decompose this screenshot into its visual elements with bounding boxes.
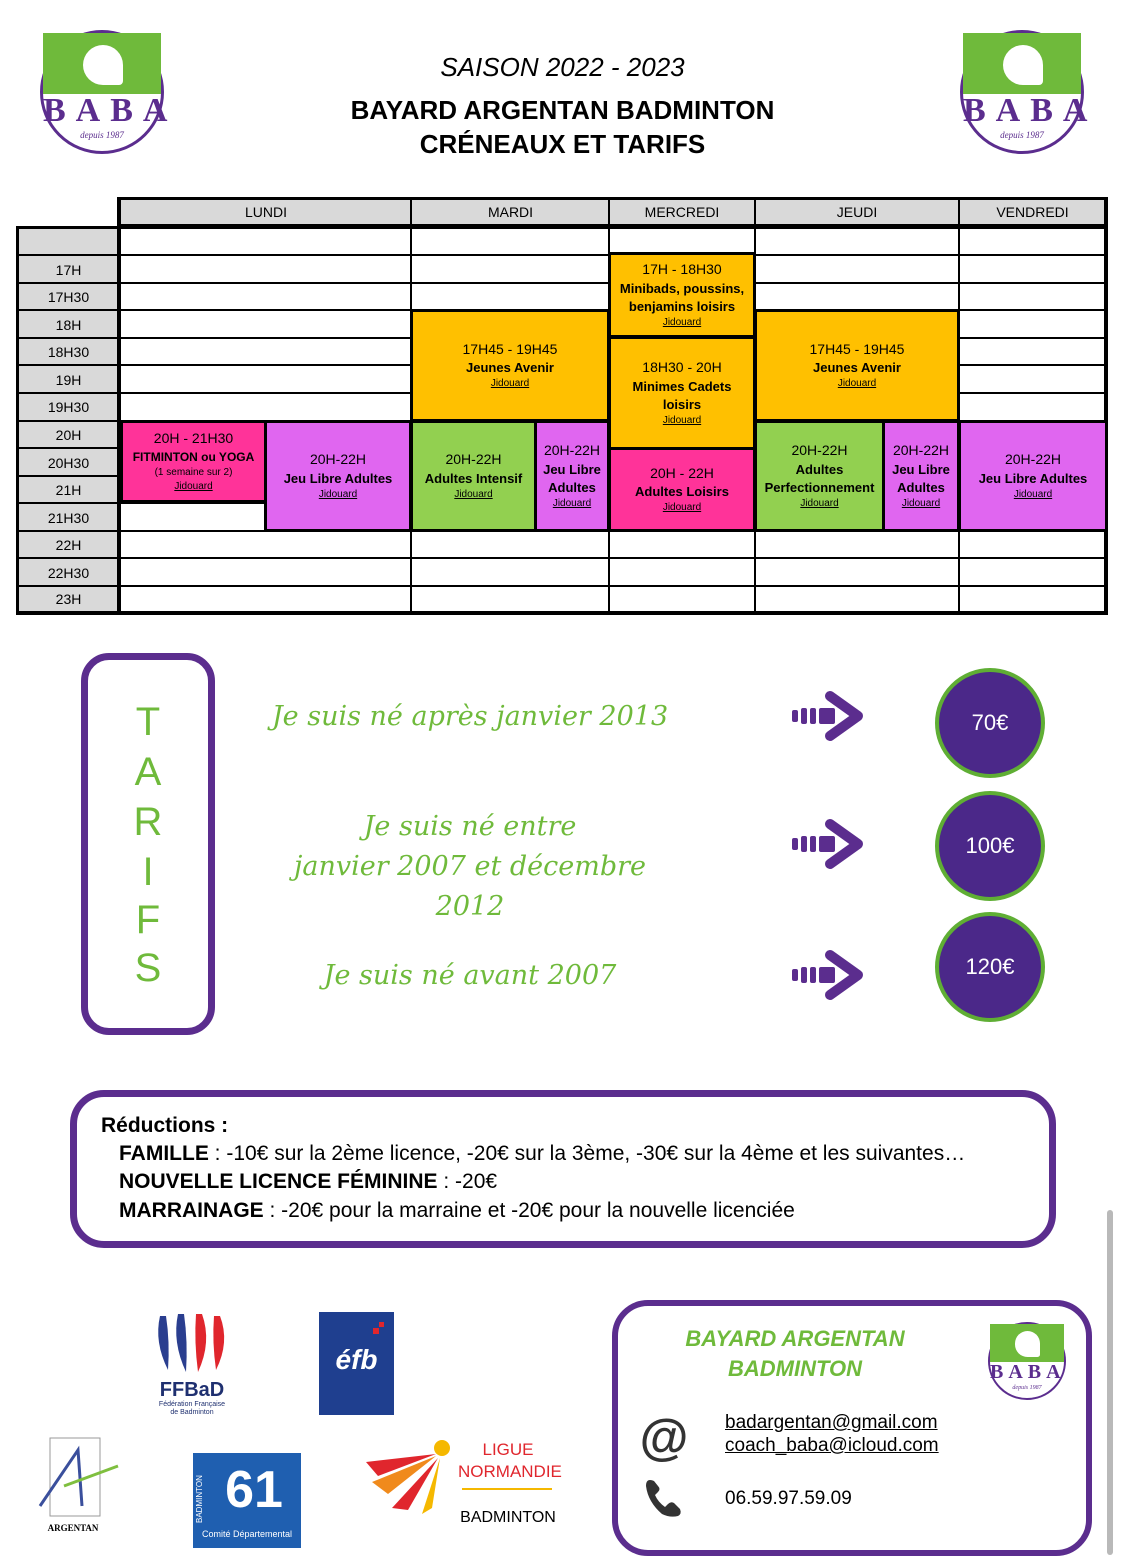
slot-lundi-jeu-libre: [264, 420, 412, 532]
slot-name: Jeu Libre: [543, 461, 601, 477]
time-label: 23H: [20, 587, 117, 611]
slot-vendredi-jeu-libre: [958, 420, 1108, 532]
season-title: SAISON 2022 - 2023: [440, 52, 685, 82]
tarifs-letter: R: [133, 800, 163, 844]
slot-coach: Jidouard: [800, 497, 839, 509]
slot-time: 20H-22H: [1004, 451, 1062, 468]
club-title: BAYARD ARGENTAN BADMINTON: [350, 95, 775, 125]
phone-number: 06.59.97.59.09: [725, 1488, 852, 1509]
reduction-text: : -10€ sur la 2ème licence, -20€ sur la 3ème, -30€ sur la 4ème et les suivantes…: [208, 1142, 966, 1165]
slot-coach: Jidouard: [318, 488, 358, 500]
tarifs-letter: A: [134, 750, 162, 794]
time-label: 17H30: [20, 284, 117, 310]
slot-mardi-jeu-libre: [534, 420, 610, 532]
ffbad-sub1: Fédération Française: [158, 1401, 226, 1408]
time-label: 22H30: [20, 560, 117, 586]
slot-lundi-fitminton: [120, 420, 267, 503]
reduction-text: : -20€: [437, 1170, 498, 1193]
ffbad-feathers-icon: [150, 1312, 234, 1374]
slot-coach: Jidouard: [662, 502, 702, 514]
slot-time: 20H - 21H30: [153, 430, 234, 447]
slot-time: 20H-22H: [892, 442, 950, 459]
slot-coach: Jidouard: [837, 378, 877, 390]
slot-coach: Jidouard: [1013, 488, 1053, 500]
ffbad-name: FFBaD: [159, 1379, 225, 1401]
slot-time: 20H-22H: [543, 442, 601, 459]
slot-name: Adultes: [548, 479, 596, 495]
efb-name: éfb: [335, 1344, 378, 1375]
tarif-condition-2-line1: Je suis né entre: [363, 811, 577, 842]
argentan-mark-icon: [38, 1436, 120, 1518]
slot-mercredi-minibads: [608, 252, 756, 338]
tarifs-letter: I: [142, 850, 154, 894]
slot-name: Jeu Libre Adultes: [978, 470, 1088, 486]
slot-name: benjamins loisirs: [628, 298, 736, 314]
cd61-sub: Comité Départemental: [201, 1529, 293, 1539]
time-label: 20H: [20, 422, 117, 448]
slot-name: Jeunes Avenir: [813, 360, 901, 376]
slot-time: 17H45 - 19H45: [809, 340, 905, 357]
tarifs-letter: F: [135, 898, 161, 942]
scrollbar-thumb[interactable]: [1107, 1210, 1113, 1555]
slot-coach: Jidouard: [490, 378, 530, 390]
reduction-marrainage: [119, 1199, 795, 1223]
slot-name: Adultes: [897, 479, 945, 495]
ffbad-sub2: de Badminton: [170, 1409, 214, 1416]
ligue-normandie-logo: [362, 1438, 562, 1534]
argentan-name: ARGENTAN: [47, 1523, 99, 1533]
time-label: 22H: [20, 532, 117, 558]
ligue-line3: BADMINTON: [460, 1509, 556, 1526]
tarifs-letter: T: [135, 700, 161, 744]
logo-text: BABA: [990, 1361, 1066, 1383]
logo-since: depuis 1987: [1012, 1384, 1042, 1391]
slot-time: 20H-22H: [791, 442, 848, 459]
day-header-jeudi: JEUDI: [756, 201, 958, 224]
logo-since: depuis 1987: [80, 129, 124, 140]
ffbad-logo: [150, 1312, 234, 1422]
argentan-logo: [38, 1436, 120, 1536]
slot-mercredi-minimes: [608, 336, 756, 450]
logo-text: BABA: [43, 92, 178, 129]
slot-name: Adultes: [795, 461, 844, 477]
slot-coach: Jidouard: [662, 316, 702, 328]
price-badge-2: 100€: [935, 791, 1045, 901]
tarif-condition-3: Je suis né avant 2007: [323, 960, 617, 991]
contact-title-line2: BADMINTON: [727, 1356, 863, 1381]
arrow-right-icon: [792, 818, 864, 870]
slot-mardi-adultes-intensif: [410, 420, 537, 532]
page-subtitle: CRÉNEAUX ET TARIFS: [419, 129, 706, 159]
slot-jeudi-jeunes-avenir: [754, 309, 960, 422]
time-label: 19H: [20, 367, 117, 393]
time-label: 19H30: [20, 394, 117, 420]
slot-coach: Jidouard: [662, 414, 702, 426]
time-label: 21H30: [20, 505, 117, 531]
reduction-label: NOUVELLE LICENCE FÉMININE: [119, 1170, 438, 1193]
cd61-number: 61: [225, 1461, 283, 1519]
cd61-side: BADMINTON: [195, 1475, 204, 1523]
slot-mercredi-adultes-loisirs: [608, 447, 756, 532]
slot-coach: Jidouard: [901, 497, 941, 509]
tarifs-letter: S: [134, 946, 162, 990]
slot-name: Jeu Libre Adultes: [283, 470, 393, 486]
ligue-line2: NORMANDIE: [458, 1462, 562, 1481]
slot-name: Minibads, poussins,: [619, 280, 745, 296]
contact-title-line1: BAYARD ARGENTAN: [685, 1326, 905, 1351]
slot-time: 17H - 18H30: [642, 261, 722, 278]
slot-name: Jeunes Avenir: [466, 360, 554, 376]
email-at-icon: @: [639, 1409, 689, 1465]
time-label: 17H: [20, 257, 117, 283]
shuttlecock-icon: [362, 1438, 458, 1516]
reduction-feminine: [119, 1170, 497, 1194]
slot-name: Perfectionnement: [764, 479, 875, 495]
slot-name: loisirs: [662, 396, 702, 412]
reduction-label: MARRAINAGE: [119, 1199, 264, 1222]
club-logo-small: [988, 1322, 1066, 1400]
day-header-mercredi: MERCREDI: [611, 201, 753, 224]
slot-time: 20H-22H: [309, 451, 367, 468]
slot-name: Minimes Cadets: [632, 378, 732, 394]
slot-jeudi-jeu-libre: [882, 420, 960, 532]
time-label: 18H: [20, 312, 117, 338]
email-link-2[interactable]: coach_baba@icloud.com: [725, 1435, 939, 1456]
reduction-label: FAMILLE: [119, 1142, 209, 1165]
efb-logo: [319, 1312, 394, 1415]
slot-name: Adultes Loisirs: [635, 484, 729, 500]
slot-time: 17H45 - 19H45: [462, 340, 558, 357]
phone-icon: [642, 1476, 686, 1520]
arrow-right-icon: [792, 690, 864, 742]
logo-since: depuis 1987: [1000, 129, 1044, 140]
price-badge-3: 120€: [935, 912, 1045, 1022]
slot-name: Jeu Libre: [892, 461, 950, 477]
price-badge-1: 70€: [935, 668, 1045, 778]
time-label: 20H30: [20, 450, 117, 476]
slot-name: FITMINTON ou YOGA: [132, 449, 255, 464]
reduction-text: : -20€ pour la marraine et -20€ pour la nouvelle licenciée: [263, 1199, 795, 1222]
slot-name: Adultes Intensif: [424, 470, 523, 486]
reduction-famille: [119, 1142, 965, 1166]
slot-coach: Jidouard: [174, 480, 213, 492]
tarif-condition-1: Je suis né après janvier 2013: [271, 701, 669, 732]
tarif-condition-2-line2: janvier 2007 et décembre 2012: [293, 851, 647, 922]
time-label: 21H: [20, 477, 117, 503]
day-header-mardi: MARDI: [413, 201, 608, 224]
email-link-1[interactable]: badargentan@gmail.com: [725, 1412, 938, 1433]
slot-jeudi-perfectionnement: [754, 420, 885, 532]
reductions-title: Réductions :: [101, 1114, 229, 1137]
slot-time: 20H - 22H: [650, 464, 714, 481]
time-label: 18H30: [20, 339, 117, 365]
slot-mardi-jeunes-avenir: [410, 309, 610, 422]
cd61-logo: [193, 1453, 301, 1548]
slot-note: (1 semaine sur 2): [154, 466, 233, 478]
logo-text: BABA: [963, 92, 1098, 129]
slot-time: 20H-22H: [445, 451, 502, 468]
day-header-vendredi: VENDREDI: [961, 201, 1104, 224]
day-header-lundi: LUNDI: [122, 201, 410, 224]
ligue-line1: LIGUE: [482, 1440, 534, 1459]
slot-time: 18H30 - 20H: [642, 359, 722, 376]
slot-coach: Jidouard: [454, 488, 493, 500]
arrow-right-icon: [792, 949, 864, 1001]
slot-coach: Jidouard: [552, 497, 592, 509]
